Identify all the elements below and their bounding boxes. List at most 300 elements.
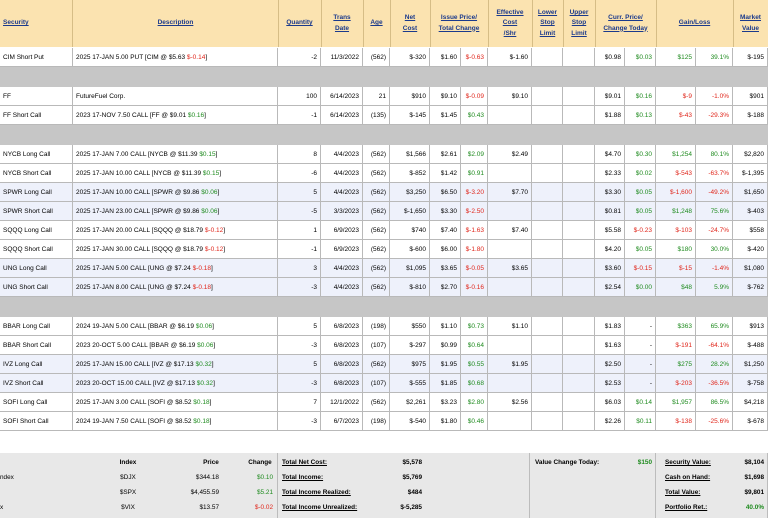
cell-curr: $5.58 (595, 221, 625, 240)
total-label: Total Income Realized: (282, 489, 351, 496)
total-label: Total Income: (282, 474, 324, 481)
cell-ctoday: - (625, 355, 656, 374)
index-symbol: $DJX (120, 474, 136, 481)
cell-description (73, 87, 278, 106)
total-value: $484 (407, 489, 422, 496)
description-text: 2025 17-JAN 30.00 CALL [SQQQ @ $18.79 (76, 246, 205, 253)
col-header-quantity[interactable] (278, 0, 322, 47)
col-header-upper-stop-line: Limit (571, 29, 587, 37)
cell-qty: 100 (278, 87, 321, 106)
cell-eff (488, 202, 532, 221)
col-header-current-price[interactable] (595, 0, 657, 47)
cell-description (73, 145, 278, 164)
cell-upper-stop (563, 412, 595, 431)
cell-gl: $-1,600 (656, 183, 696, 202)
cell-issue: $1.42 (430, 164, 461, 183)
cell-gl: $1,248 (656, 202, 696, 221)
cell-glp: -29.3% (696, 106, 733, 125)
bracket-close: ] (205, 54, 208, 61)
cell-curr: $0.98 (595, 48, 625, 67)
cell-issue: $1.10 (430, 317, 461, 336)
cell-lower-stop (532, 221, 563, 240)
total-label: Total Income Unrealized: (282, 504, 358, 511)
cell-sec: SPWR Long Call (0, 183, 73, 202)
cell-gl: $-9 (656, 87, 696, 106)
cell-curr: $2.33 (595, 164, 625, 183)
cell-tchg: $-0.05 (461, 259, 488, 278)
cell-ctoday: $0.11 (625, 412, 656, 431)
description-text: 2025 17-JAN 8.00 CALL [UNG @ $7.24 (76, 284, 193, 291)
table-row[interactable] (0, 164, 768, 183)
cell-lower-stop (532, 355, 563, 374)
cell-eff (488, 240, 532, 259)
cell-glp: -1.0% (696, 87, 733, 106)
cell-tchg: $0.55 (461, 355, 488, 374)
cell-qty: 5 (278, 317, 321, 336)
cell-description (73, 164, 278, 183)
cell-lower-stop (532, 106, 563, 125)
cell-eff (488, 164, 532, 183)
description-text: 2025 17-JAN 10.00 CALL [SPWR @ $9.86 (76, 189, 202, 196)
underlying-change: $0.06 (201, 189, 218, 196)
summary-label: Portfolio Ret.: (665, 504, 708, 511)
cell-glp: 80.1% (696, 145, 733, 164)
underlying-change: $0.32 (195, 361, 212, 368)
cell-tchg: $-3.20 (461, 183, 488, 202)
cell-qty: -3 (278, 336, 321, 355)
cell-mv: $913 (733, 317, 768, 336)
cell-lower-stop (532, 374, 563, 393)
cell-cost: $-297 (390, 336, 430, 355)
cell-upper-stop (563, 336, 595, 355)
cell-lower-stop (532, 202, 563, 221)
cell-description (73, 278, 278, 297)
bracket-close: ] (219, 170, 222, 177)
col-header-trans-date[interactable] (321, 0, 364, 47)
cell-lower-stop (532, 393, 563, 412)
cell-issue: $1.45 (430, 106, 461, 125)
cell-tchg: $0.91 (461, 164, 488, 183)
cell-mv: $1,650 (733, 183, 768, 202)
col-header-lower-stop-line: Stop (540, 19, 555, 27)
cell-lower-stop (532, 240, 563, 259)
cell-age: (135) (363, 106, 390, 125)
cell-curr: $2.54 (595, 278, 625, 297)
cell-lower-stop (532, 336, 563, 355)
cell-upper-stop (563, 374, 595, 393)
description-text: 2025 17-JAN 5.00 CALL [UNG @ $7.24 (76, 265, 193, 272)
cell-age: (562) (363, 355, 390, 374)
col-header-gain-loss[interactable] (656, 0, 734, 47)
col-header-quantity-line: Quantity (286, 19, 313, 27)
cell-cost: $-600 (390, 240, 430, 259)
cell-mv: $558 (733, 221, 768, 240)
cell-gl: $-191 (656, 336, 696, 355)
table-row[interactable] (0, 355, 768, 374)
cell-eff (488, 374, 532, 393)
bracket-close: ] (212, 323, 214, 330)
col-header-lower-stop[interactable] (532, 0, 564, 47)
cell-age: (198) (363, 317, 390, 336)
cell-sec: BBAR Long Call (0, 317, 73, 336)
cell-mv: $-188 (733, 106, 768, 125)
cell-qty: 5 (278, 183, 321, 202)
cell-date: 6/7/2023 (321, 412, 363, 431)
cell-cost: $3,250 (390, 183, 430, 202)
table-row[interactable] (0, 317, 768, 336)
table-row[interactable] (0, 87, 768, 106)
cell-upper-stop (563, 145, 595, 164)
cell-description (73, 221, 278, 240)
cell-sec: FF Short Call (0, 106, 73, 125)
cell-issue: $3.65 (430, 259, 461, 278)
col-header-net-cost-line: Cost (402, 24, 418, 32)
cell-mv: $-488 (733, 336, 768, 355)
cell-tchg: $0.46 (461, 412, 488, 431)
cell-description (73, 48, 278, 67)
portfolio-summary-footer (0, 453, 768, 518)
cell-eff (488, 278, 532, 297)
cell-glp: -49.2% (696, 183, 733, 202)
cell-eff (488, 106, 532, 125)
bracket-close: ] (217, 208, 220, 215)
cell-date: 6/9/2023 (321, 221, 363, 240)
cell-sec: SOFI Long Call (0, 393, 73, 412)
cell-qty: 3 (278, 259, 321, 278)
cell-ctoday: - (625, 374, 656, 393)
bracket-close: ] (209, 399, 212, 406)
underlying-change: $0.18 (193, 418, 210, 425)
group-separator (0, 297, 768, 317)
description-text: 2023 20-OCT 15.00 CALL [IVZ @ $17.13 (76, 380, 197, 387)
cell-tchg: $0.43 (461, 106, 488, 125)
bracket-close: ] (204, 112, 206, 119)
col-header-current-price-line: Change Today (603, 24, 648, 32)
cell-upper-stop (563, 48, 595, 67)
table-row[interactable] (0, 374, 768, 393)
cell-glp: 65.9% (696, 317, 733, 336)
cell-qty: -1 (278, 240, 321, 259)
cell-cost: $740 (390, 221, 430, 240)
cell-cost: $-852 (390, 164, 430, 183)
cell-ctoday: $0.02 (625, 164, 656, 183)
cell-age: (562) (363, 393, 390, 412)
bracket-close: ] (211, 284, 213, 291)
table-row[interactable] (0, 145, 768, 164)
cell-upper-stop (563, 259, 595, 278)
cell-upper-stop (563, 202, 595, 221)
cell-curr: $2.53 (595, 374, 625, 393)
cell-upper-stop (563, 183, 595, 202)
cell-qty: 1 (278, 221, 321, 240)
cell-sec: SOFI Short Call (0, 412, 73, 431)
cell-curr: $1.63 (595, 336, 625, 355)
underlying-change: $0.06 (197, 342, 214, 349)
bracket-close: ] (223, 227, 226, 234)
cell-sec: SPWR Short Call (0, 202, 73, 221)
col-header-effective-cost-line: Effective (496, 9, 524, 17)
cell-tchg: $0.68 (461, 374, 488, 393)
cell-date: 4/4/2023 (321, 183, 363, 202)
cell-gl: $-203 (656, 374, 696, 393)
cell-qty: -3 (278, 374, 321, 393)
cell-curr: $0.81 (595, 202, 625, 221)
table-row[interactable] (0, 336, 768, 355)
col-header-market-value-line: Market (740, 14, 761, 22)
description-text: 2025 17-JAN 5.00 PUT [CIM @ $5.63 (76, 54, 187, 61)
cell-lower-stop (532, 145, 563, 164)
cell-upper-stop (563, 164, 595, 183)
cell-eff: $1.10 (488, 317, 532, 336)
cell-tchg: $-0.63 (461, 48, 488, 67)
col-header-effective-cost-line: Cost (502, 19, 518, 27)
description-text: FutureFuel Corp. (76, 93, 126, 100)
cell-qty: -1 (278, 106, 321, 125)
cell-upper-stop (563, 87, 595, 106)
description-text: 2023 17-NOV 7.50 CALL [FF @ $9.01 (76, 112, 188, 119)
cell-cost: $-320 (390, 48, 430, 67)
total-value: $5,769 (402, 474, 422, 481)
table-row[interactable] (0, 202, 768, 221)
cell-upper-stop (563, 393, 595, 412)
cell-upper-stop (563, 317, 595, 336)
col-header-upper-stop-line: Stop (571, 19, 587, 27)
summary-value: $9,801 (744, 489, 764, 496)
underlying-change: $0.15 (199, 151, 216, 158)
cell-tchg: $-2.50 (461, 202, 488, 221)
bracket-close: ] (213, 380, 215, 387)
cell-age: (107) (363, 374, 390, 393)
cell-curr: $2.26 (595, 412, 625, 431)
index-price: $344.18 (195, 474, 219, 481)
col-header-net-cost-line: Net (404, 14, 416, 22)
cell-date: 6/14/2023 (321, 106, 363, 125)
cell-qty: 7 (278, 393, 321, 412)
cell-gl: $-15 (656, 259, 696, 278)
col-header-upper-stop[interactable] (563, 0, 596, 47)
cell-glp: -63.7% (696, 164, 733, 183)
table-row[interactable] (0, 278, 768, 297)
cell-mv: $-758 (733, 374, 768, 393)
cell-issue: $1.80 (430, 412, 461, 431)
cell-eff: $-1.60 (488, 48, 532, 67)
cell-glp: 5.9% (696, 278, 733, 297)
summary-label: Cash on Hand: (665, 474, 711, 481)
col-header-net-cost[interactable] (390, 0, 431, 47)
cell-lower-stop (532, 183, 563, 202)
cell-mv: $-762 (733, 278, 768, 297)
bracket-close: ] (209, 418, 212, 425)
cell-tchg: $-1.63 (461, 221, 488, 240)
cell-description (73, 106, 278, 125)
index-symbol: $VIX (121, 504, 135, 511)
col-header-security[interactable] (0, 0, 73, 47)
cell-date: 6/8/2023 (321, 355, 363, 374)
cell-glp: 86.5% (696, 393, 733, 412)
cell-lower-stop (532, 48, 563, 67)
cell-gl: $1,957 (656, 393, 696, 412)
cell-cost: $-810 (390, 278, 430, 297)
cell-mv: $901 (733, 87, 768, 106)
cell-issue: $6.50 (430, 183, 461, 202)
cell-age: (562) (363, 145, 390, 164)
table-row[interactable] (0, 259, 768, 278)
cell-date: 6/8/2023 (321, 374, 363, 393)
cell-sec: SQQQ Long Call (0, 221, 73, 240)
cell-qty: -3 (278, 412, 321, 431)
cell-mv: $-195 (733, 48, 768, 67)
cell-date: 4/4/2023 (321, 259, 363, 278)
cell-glp: -64.1% (696, 336, 733, 355)
cell-age: (562) (363, 240, 390, 259)
cell-ctoday: - (625, 336, 656, 355)
table-row[interactable] (0, 393, 768, 412)
cell-sec: IVZ Long Call (0, 355, 73, 374)
cell-lower-stop (532, 87, 563, 106)
value-change-label: Value Change Today: (535, 459, 600, 466)
cell-cost: $550 (390, 317, 430, 336)
table-row[interactable] (0, 240, 768, 259)
cell-curr: $3.30 (595, 183, 625, 202)
col-header-issue-price-line: Issue Price/ (440, 14, 478, 22)
cell-issue: $7.40 (430, 221, 461, 240)
cell-eff (488, 412, 532, 431)
cell-ctoday: $0.03 (625, 48, 656, 67)
col-header-trans-date-line: Date (334, 24, 350, 32)
bracket-close: ] (217, 189, 220, 196)
cell-cost: $1,095 (390, 259, 430, 278)
cell-lower-stop (532, 278, 563, 297)
cell-age: (562) (363, 48, 390, 67)
col-header-age[interactable] (363, 0, 391, 47)
table-row[interactable] (0, 221, 768, 240)
cell-gl: $-43 (656, 106, 696, 125)
cell-age: (562) (363, 164, 390, 183)
cell-issue: $9.10 (430, 87, 461, 106)
cell-glp: -36.5% (696, 374, 733, 393)
cell-gl: $-138 (656, 412, 696, 431)
cell-curr: $3.60 (595, 259, 625, 278)
cell-upper-stop (563, 240, 595, 259)
cell-glp: -24.7% (696, 221, 733, 240)
cell-cost: $1,566 (390, 145, 430, 164)
col-header-issue-price[interactable] (430, 0, 489, 47)
cell-gl: $275 (656, 355, 696, 374)
underlying-change: $-0.12 (204, 227, 224, 234)
cell-eff: $2.56 (488, 393, 532, 412)
cell-eff: $2.49 (488, 145, 532, 164)
bracket-close: ] (215, 151, 218, 158)
cell-mv: $1,080 (733, 259, 768, 278)
cell-ctoday: $0.05 (625, 202, 656, 221)
cell-gl: $-103 (656, 221, 696, 240)
cell-ctoday: $0.30 (625, 145, 656, 164)
table-row[interactable] (0, 412, 768, 431)
cell-date: 6/8/2023 (321, 317, 363, 336)
cell-curr: $6.03 (595, 393, 625, 412)
cell-gl: $180 (656, 240, 696, 259)
col-header-issue-price-line: Total Change (438, 24, 480, 32)
col-header-trans-date-line: Trans (333, 14, 351, 22)
cell-tchg: $0.64 (461, 336, 488, 355)
col-header-upper-stop-line: Upper (569, 9, 589, 17)
cell-tchg: $-0.16 (461, 278, 488, 297)
cell-ctoday: $0.16 (625, 87, 656, 106)
col-header-effective-cost[interactable] (488, 0, 533, 47)
index-price: $4,455.59 (190, 489, 219, 496)
summary-value: 40.0% (745, 504, 764, 511)
cell-age: (562) (363, 202, 390, 221)
col-header-market-value[interactable] (733, 0, 768, 47)
cell-eff: $1.95 (488, 355, 532, 374)
col-header-market-value-line: Value (742, 24, 759, 32)
cell-qty: -3 (278, 278, 321, 297)
col-header-description[interactable] (73, 0, 279, 47)
cell-date: 11/3/2022 (321, 48, 363, 67)
cell-cost: $-540 (390, 412, 430, 431)
cell-description (73, 240, 278, 259)
col-header-age-line: Age (370, 19, 383, 27)
table-row[interactable] (0, 183, 768, 202)
cell-tchg: $2.09 (461, 145, 488, 164)
cell-description (73, 259, 278, 278)
cell-age: (562) (363, 183, 390, 202)
cell-curr: $1.83 (595, 317, 625, 336)
summary-label: Total Value: (665, 489, 701, 496)
table-row[interactable] (0, 48, 768, 67)
cell-cost: $-1,650 (390, 202, 430, 221)
cell-sec: UNG Long Call (0, 259, 73, 278)
underlying-change: $-0.18 (192, 284, 211, 291)
index-price: $13.57 (199, 504, 219, 511)
cell-sec: NYCB Long Call (0, 145, 73, 164)
cell-mv: $-420 (733, 240, 768, 259)
cell-ctoday: $-0.15 (625, 259, 656, 278)
cell-upper-stop (563, 278, 595, 297)
cell-date: 12/1/2022 (321, 393, 363, 412)
cell-cost: $-555 (390, 374, 430, 393)
col-header-gain-loss-line: Gain/Loss (678, 19, 711, 27)
cell-eff (488, 336, 532, 355)
cell-lower-stop (532, 412, 563, 431)
cell-description (73, 355, 278, 374)
table-header (0, 0, 768, 47)
cell-cost: $-145 (390, 106, 430, 125)
cell-upper-stop (563, 221, 595, 240)
cell-glp: -25.6% (696, 412, 733, 431)
cell-mv: $4,218 (733, 393, 768, 412)
description-text: 2025 17-JAN 7.00 CALL [NYCB @ $11.39 (76, 151, 200, 158)
table-row[interactable] (0, 106, 768, 125)
change-header: Change (248, 459, 272, 466)
cell-ctoday: $0.05 (625, 183, 656, 202)
cell-tchg: $2.80 (461, 393, 488, 412)
cell-issue: $0.99 (430, 336, 461, 355)
cell-description (73, 317, 278, 336)
cell-sec: FF (0, 87, 73, 106)
cell-description (73, 202, 278, 221)
cell-curr: $4.20 (595, 240, 625, 259)
description-text: 2025 17-JAN 15.00 CALL [IVZ @ $17.13 (76, 361, 196, 368)
cell-tchg: $-1.80 (461, 240, 488, 259)
cell-upper-stop (563, 355, 595, 374)
description-text: 2025 17-JAN 10.00 CALL [NYCB @ $11.39 (76, 170, 203, 177)
cell-age: (562) (363, 259, 390, 278)
cell-lower-stop (532, 164, 563, 183)
underlying-change: $0.15 (202, 170, 220, 177)
cell-age: (562) (363, 221, 390, 240)
cell-age: (107) (363, 336, 390, 355)
